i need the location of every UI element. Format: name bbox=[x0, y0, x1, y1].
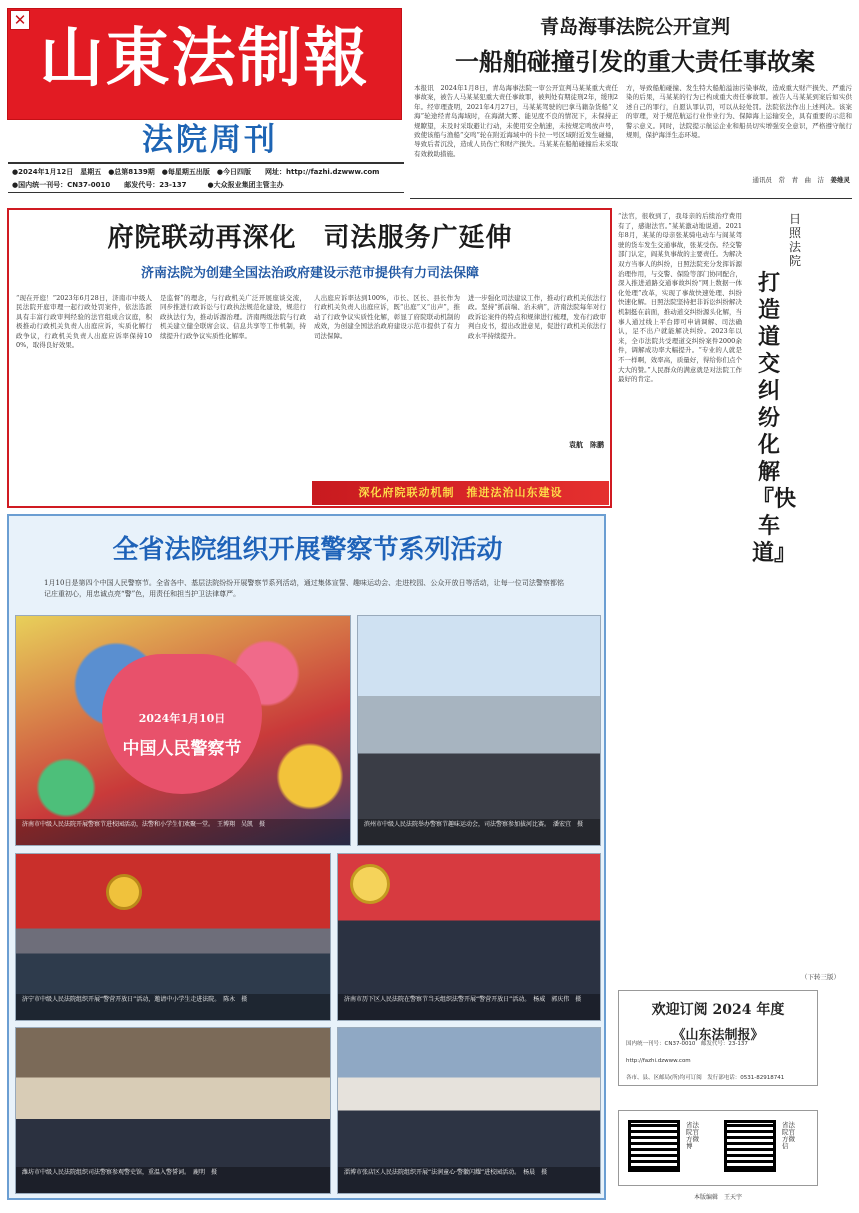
slogan-banner: 深化府院联动机制 推进法治山东建设 bbox=[312, 481, 609, 505]
continued-note: （下转三版） bbox=[801, 973, 840, 981]
article-title: 青岛海事法院公开宣判 bbox=[539, 16, 730, 38]
divider bbox=[8, 192, 404, 193]
divider bbox=[410, 198, 852, 199]
article-byline: 袁航 陈鹏 bbox=[569, 440, 604, 449]
weibo-qr-icon[interactable] bbox=[628, 1120, 680, 1172]
article-headline: 一船舶碰撞引发的重大责任事故案 bbox=[455, 47, 815, 76]
photo-police-group[interactable] bbox=[337, 853, 601, 1021]
correspondent: 通讯员 常 青 曲 洁 bbox=[752, 176, 824, 184]
article-source: 日照法院 bbox=[788, 212, 801, 268]
qr-label-wechat: 省法院官方微信 bbox=[782, 1121, 795, 1150]
qr-label-weibo: 省法院官方微博 bbox=[686, 1121, 699, 1150]
photo-caption: 济南市历下区人民法院在警察节当天组织法警开展“警营开放日”活动。 杨威 郭庆伟 摄 bbox=[338, 994, 600, 1020]
police-badge-icon bbox=[350, 864, 390, 904]
article-title-vertical: 打造道交纠纷化解『快车道』 bbox=[752, 270, 797, 566]
article-body: 方，导致船舶碰撞、发生特大船舶溢油污染事故，造成重大财产损失、严重污染的后果，马某某的行为已构成重大责任事故罪。被告人马某某到案后如实供述自己的罪行，自愿认罪认罚，可以从轻处罚。法院依法作出上述判决。该案的审理，对于规范航运行业作业行为、保障海上运输安全，具有重要的示范和警示意义。同时，法院提示航运企业和船员切实增强安全意识，严格遵守航行规则，保护海洋生态环境。 bbox=[626, 84, 852, 140]
subscription-info: 国内统一刊号：CN37-0010 邮发代号：23-137 bbox=[626, 1041, 748, 1047]
subscription-title: 欢迎订阅 2024 年度 bbox=[651, 1002, 785, 1018]
photo-open-day[interactable] bbox=[15, 853, 331, 1021]
featured-title: 府院联动再深化 司法服务广延伸 bbox=[107, 223, 513, 253]
subscription-paper-name: 《山东法制报》 bbox=[672, 1028, 764, 1043]
heart-text: 中国人民警察节 bbox=[122, 739, 242, 759]
heart-date: 2024年1月10日 bbox=[138, 712, 226, 725]
subscription-phone: 各市、县、区邮局(所)均可订阅 发行部电话：0531-82918741 bbox=[626, 1075, 785, 1081]
masthead-banner bbox=[7, 8, 402, 120]
photo-tug-of-war[interactable] bbox=[357, 615, 601, 846]
section-title: 全省法院组织开展警察节系列活动 bbox=[112, 535, 503, 565]
issue-info: ●2024年1月12日 星期五 ●总第8139期 ●每星期五出版 ●今日四版 网址：http://fazhi.dzwww.com bbox=[12, 168, 380, 176]
article-body: 进一步强化司法建议工作，推动行政机关依法行政。坚持“抓前端、治未病”，济南法院每年对行政诉讼案件的特点和规律进行梳理，发布行政审判白皮书，提出改进意见，促进行政机关依法行政水平持续提升。 bbox=[468, 294, 606, 340]
photo-caption: 济宁市中级人民法院组织开展“警营开放日”活动，邀请中小学生走进法院。 陈永 摄 bbox=[16, 994, 330, 1020]
divider bbox=[8, 162, 404, 164]
newspaper-name: 山東法制報 bbox=[39, 21, 370, 96]
article-byline bbox=[700, 176, 850, 185]
close-icon[interactable]: ✕ bbox=[10, 10, 30, 30]
article-body: “法官，很收到了，我母亲的后续治疗费用有了，感谢法官。”某某激动地说道。2021年8月，某某的母亲张某骑电动车与阎某驾驶的货车发生交通事故，张某受伤。经交警部门认定，阎某负事故的主要责任。为解决双方当事人的纠纷，日照法院充分发挥诉源治理作用，与交警、保险等部门协同配合，深入推进道路交通事故纠纷“网上数据一体化处理”改革，实现了事故快速处理、纠纷快速化解。日照法院坚持把非诉讼纠纷解决机制挺在前面，推动道交纠纷源头化解，当事人通过线上平台即可申请调解、司法确认，足不出户就能解决纠纷。2023年以来，全市法院共受理道交纠纷案件2000余件，调解成功率大幅提升。“专业的人就是不一样啊，效率高，质量好，得给你们点个大大的赞。”人民群众的满意就是对法院工作最好的肯定。 bbox=[618, 212, 742, 384]
article-body: 人出庭应诉率达到100%，市长、区长、县长作为行政机关负责人出庭应诉，既“出庭”又“出声”，推动了行政争议实质性化解，彰显了府院联动机制的成效，为创建全国法治政府建设示范市提供了有力司法保障。 bbox=[314, 294, 460, 340]
article-body: 本报讯 2024年1月8日，青岛海事法院一审公开宣判马某某重大责任事故案，被告人马某某犯重大责任事故罪，被判处有期徒刑2年，缓刑2年。经审理查明，2021年4月27日，马某某驾驶的巴拿马籍杂货船“义海”轮途经青岛海域时，在海湖大雾、能见度不良的情况下，未保持正规瞭望，未及时采取避让行动，未使用安全航速，未按规定鸣放声号，致使该船与渔船“交鸣”轮在附近海域中的卡拉一号区域附近发生碰撞，导致后者沉没，造成人员伤亡和财产损失。马某某在船舶碰撞后未采取有效救助措施。 bbox=[414, 84, 618, 158]
article-body: 是监督”的理念，与行政机关广泛开展座谈交流，同步推进行政诉讼与行政执法规范化建设，规范行政执法行为，推动诉源治理。济南两级法院与行政机关建立健全联席会议、信息共享等工作机制，持续提升行政争议实质性化解率。 bbox=[160, 294, 306, 340]
article-body: “现在开庭！”2023年6月28日，济南市中级人民法院开庭审理一起行政处罚案件，依法选派具有丰富行政审判经验的法官组成合议庭，积极推动行政机关负责人出庭应诉，实质化解行政争议，行政机关负责人出庭应诉率保持100%，取得良好效果。 bbox=[16, 294, 152, 350]
reporter: 姜维灵 bbox=[830, 176, 850, 184]
edition-title: 法院周刊 bbox=[142, 122, 278, 158]
photo-museum-visit[interactable] bbox=[15, 1027, 331, 1194]
photo-caption: 潍坊市中级人民法院组织司法警察参观警史馆，重温入警誓词。 鹿明 摄 bbox=[16, 1167, 330, 1193]
page-editor: 本版编辑 王天宇 bbox=[693, 1194, 742, 1201]
photo-caption: 济南市中级人民法院开展警察节进校园活动，法警和小学生们欢聚一堂。 王博翔 吴凯 摄 bbox=[16, 819, 350, 845]
photo-campus-visit[interactable] bbox=[337, 1027, 601, 1194]
wechat-qr-icon[interactable] bbox=[724, 1120, 776, 1172]
photo-caption: 滨州市中级人民法院举办警察节趣味运动会，司法警察参加拔河比赛。 潘宏宜 摄 bbox=[358, 819, 600, 845]
section-lead: 1月10日是第四个中国人民警察节。全省各中、基层法院纷纷开展警察节系列活动，通过集体宣誓、趣味运动会、走进校园、公众开放日等活动，让每一位司法警察都铭记庄重初心，用忠诚点亮“警”色，用责任和担当护卫法律尊严。 bbox=[44, 579, 564, 598]
police-badge-icon bbox=[106, 874, 142, 910]
subscription-url[interactable]: http://fazhi.dzwww.com bbox=[626, 1058, 691, 1064]
featured-subtitle: 济南法院为创建全国法治政府建设示范市提供有力司法保障 bbox=[140, 266, 479, 281]
photo-caption: 淄博市张店区人民法院组织开展“法润童心·警徽闪耀”进校园活动。 杨晨 摄 bbox=[338, 1167, 600, 1193]
photo-school-event[interactable] bbox=[15, 615, 351, 846]
issue-info-2: ●国内统一刊号：CN37-0010 邮发代号：23-137 ●大众报业集团主管主办 bbox=[12, 181, 284, 189]
